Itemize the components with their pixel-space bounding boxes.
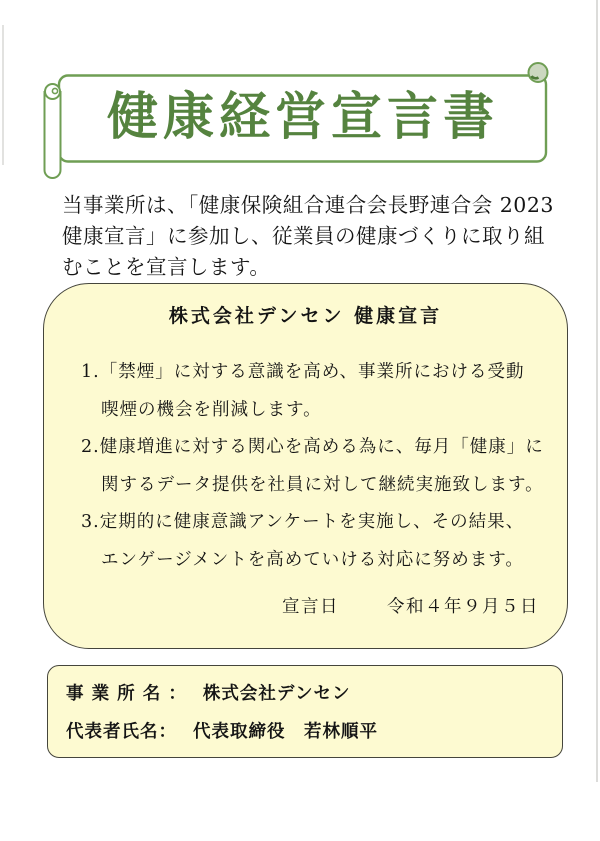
representative-label: 代表者氏名：	[66, 722, 177, 742]
company-value: 株式会社デンセン	[202, 684, 351, 704]
declaration-heading: 株式会社デンセン 健康宣言	[168, 305, 443, 327]
intro-paragraph	[62, 190, 554, 283]
signature-row-representative	[66, 713, 562, 751]
company-label: 事 業 所 名 ：	[66, 684, 187, 704]
intro-line-2: 健康宣言」に参加し、従業員の健康づくりに取り組	[62, 224, 545, 248]
item-2-number: 2.	[81, 437, 100, 457]
signature-row-company	[66, 675, 562, 713]
declaration-box	[43, 283, 568, 649]
representative-value: 代表取締役 若林順平	[193, 722, 378, 742]
item-1-line-2: 喫煙の機会を削減します。	[101, 399, 322, 420]
item-2-line-1: 健康増進に対する関心を高める為に、毎月「健康」に	[99, 437, 544, 457]
item-2-line-2: 関するデータ提供を社員に対して継続実施致します。	[101, 474, 544, 495]
item-3-line-1: 定期的に健康意識アンケートを実施し、その結果、	[99, 512, 525, 532]
declaration-list	[44, 354, 567, 579]
banner-title: 健康経営宣言書	[106, 87, 499, 147]
intro-line-1: 当事業所は、「健康保険組合連合会長野連合会 2023	[62, 193, 554, 217]
declaration-item-3	[44, 504, 567, 579]
item-3-number: 3.	[81, 512, 100, 532]
intro-line-3: むことを宣言します。	[62, 255, 271, 279]
date-label: 宣言日	[282, 597, 339, 617]
item-1-number: 1.	[81, 362, 100, 382]
declaration-item-2	[44, 429, 567, 504]
signature-box	[47, 665, 563, 758]
date-value: 令和４年９月５日	[387, 597, 539, 617]
item-3-line-2: エンゲージメントを高めていける対応に努めます。	[101, 549, 524, 570]
declaration-date-line	[44, 593, 567, 621]
declaration-item-1	[44, 354, 567, 429]
item-1-line-1: 「禁煙」に対する意識を高め、事業所における受動	[99, 362, 525, 382]
